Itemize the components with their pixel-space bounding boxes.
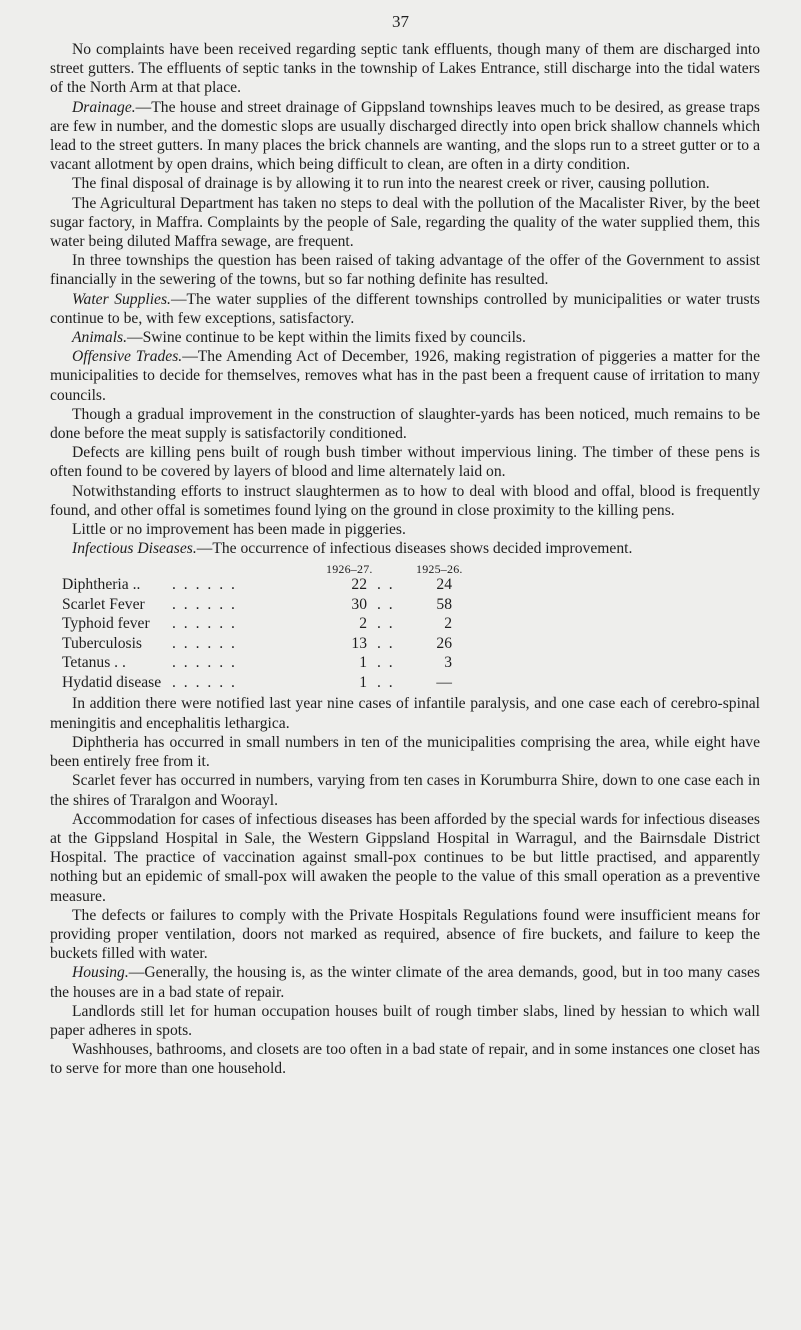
paragraph	[50, 443, 760, 481]
paragraph	[50, 539, 760, 558]
leader-dots: . . . . . .	[172, 654, 237, 672]
paragraph-text: Accommodation for cases of infectious diseases has been afforded by the special wards for infectious diseases at the Gippsland Hospital in Sale, the Western Gippsland Hospital in Warragul, and the Bairnsdale District Hospital. The practice of vaccination against small-pox continues to be but little practised, and apparently nothing but an epidemic of small-pox will awaken the people to the value of this small operation as a preventive measure.	[50, 810, 760, 905]
leader-dots: . .	[377, 576, 395, 594]
paragraph	[50, 290, 760, 328]
paragraph	[50, 771, 760, 809]
paragraph-text: In addition there were notified last year nine cases of infantile paralysis, and one case each of cerebro-spinal meningitis and encephalitis lethargica.	[50, 695, 760, 732]
leader-dots: . . . . . .	[172, 634, 237, 652]
paragraph-text: —Generally, the housing is, as the winter climate of the area demands, good, but in too many cases the houses are in a bad state of repair.	[50, 964, 760, 1001]
leader-dots: . .	[377, 595, 395, 613]
section-heading: Water Supplies.	[72, 290, 171, 308]
leader-dots: . .	[377, 673, 395, 691]
paragraph-text: No complaints have been received regarding septic tank effluents, though many of them are discharged into street gutters. The effluents of septic tanks in the township of Lakes Entrance, still discharge into the tidal waters of the North Arm at that place.	[50, 41, 760, 97]
value-1925-26: 3	[444, 654, 452, 672]
leader-dots: . . . . . .	[172, 576, 237, 594]
table-row	[62, 653, 652, 672]
section-heading: Infectious Diseases.	[72, 540, 197, 558]
disease-name: Tuberculosis	[62, 634, 143, 652]
value-1926-27: 2	[359, 615, 367, 633]
table-row	[62, 614, 652, 633]
disease-name: Scarlet Fever	[62, 595, 145, 613]
paragraph	[50, 694, 760, 732]
column-header-1925-26: 1925–26.	[416, 562, 463, 577]
paragraph	[50, 482, 760, 520]
paragraph	[50, 963, 760, 1001]
section-heading: Offensive Trades.	[72, 348, 183, 366]
section-heading: Animals.	[72, 329, 128, 347]
value-1925-26: —	[436, 673, 452, 691]
paragraph-text: —The Amending Act of December, 1926, making registration of piggeries a matter for the municipalities to decide for themselves, removes what has in the past been a frequent cause of irritation to many councils.	[50, 348, 761, 404]
paragraph	[50, 328, 760, 347]
paragraph	[50, 194, 760, 252]
paragraph-text: Little or no improvement has been made in piggeries.	[72, 521, 406, 539]
paragraph	[50, 40, 760, 98]
paragraph	[50, 520, 760, 539]
leader-dots: . .	[377, 654, 395, 672]
value-1925-26: 58	[436, 595, 452, 613]
value-1926-27: 1	[359, 673, 367, 691]
paragraph-text: The defects or failures to comply with the Private Hospitals Regulations found were insufficient means for providing proper ventilation, doors not marked as required, absence of fire buckets, and failure to keep the buckets filled with water.	[50, 906, 760, 963]
value-1926-27: 1	[359, 654, 367, 672]
paragraph-text: Notwithstanding efforts to instruct slaughtermen as to how to deal with blood and offal, blood is frequently found, and other offal is sometimes found lying on the ground in close proximity to the killing pens.	[50, 482, 760, 519]
column-header-1926-27: 1926–27.	[326, 562, 373, 577]
paragraph	[50, 405, 760, 443]
paragraph-text: Landlords still let for human occupation houses built of rough timber slabs, lined by hessian to which wall paper adheres in spots.	[50, 1002, 760, 1039]
paragraph	[50, 347, 760, 405]
table-row	[62, 575, 652, 594]
top-paragraphs	[50, 40, 760, 558]
paragraph-text: Washhouses, bathrooms, and closets are too often in a bad state of repair, and in some instances one closet has to serve for more than one household.	[50, 1041, 760, 1078]
disease-name: Diphtheria ..	[62, 576, 141, 594]
page-number: 37	[392, 12, 409, 31]
paragraph	[50, 174, 760, 193]
paragraph-text: —The occurrence of infectious diseases shows decided improvement.	[196, 540, 633, 558]
value-1926-27: 13	[351, 634, 367, 652]
paragraph	[50, 733, 760, 771]
disease-name: Tetanus . .	[62, 654, 126, 672]
table-row	[62, 673, 652, 692]
value-1925-26: 24	[436, 576, 452, 594]
paragraph	[50, 98, 760, 175]
value-1926-27: 22	[351, 576, 367, 594]
disease-table	[50, 560, 760, 694]
leader-dots: . . . . . .	[172, 615, 237, 633]
disease-name: Hydatid disease	[62, 673, 162, 691]
paragraph	[50, 906, 760, 964]
section-heading: Housing.	[72, 964, 129, 982]
leader-dots: . . . . . .	[172, 595, 237, 613]
paragraph	[50, 810, 760, 906]
paragraph-text: Though a gradual improvement in the construction of slaughter-yards has been noticed, much remains to be done before the meat supply is satisfactorily conditioned.	[50, 405, 760, 443]
leader-dots: . .	[377, 634, 395, 652]
paragraph-text: Diphtheria has occurred in small numbers in ten of the municipalities comprising the area, while eight have been entirely free from it.	[50, 733, 760, 771]
table-row	[62, 595, 652, 614]
paragraph-text: Scarlet fever has occurred in numbers, varying from ten cases in Korumburra Shire, down to one case each in the shires of Traralgon and Woorayl.	[50, 772, 760, 809]
bottom-paragraphs	[50, 694, 760, 1078]
leader-dots: . . . . . .	[172, 673, 237, 691]
paragraph-text: The Agricultural Department has taken no steps to deal with the pollution of the Macalister River, by the beet sugar factory, in Maffra. Complaints by the people of Sale, regarding the quality of the water supplied them, this water being diluted Maffra sewage, are frequent.	[50, 194, 760, 251]
paragraph-text: —The water supplies of the different townships controlled by municipalities or water trusts continue to be, with few exceptions, satisfactory.	[50, 290, 760, 327]
paragraph	[50, 1002, 760, 1040]
paragraph-text: —Swine continue to be kept within the limits fixed by councils.	[127, 329, 526, 347]
value-1926-27: 30	[351, 595, 367, 613]
paragraph-text: The final disposal of drainage is by allowing it to run into the nearest creek or river, causing pollution.	[72, 175, 710, 193]
paragraph	[50, 1040, 760, 1078]
paragraph	[50, 251, 760, 289]
section-heading: Drainage.	[72, 98, 136, 116]
body-text	[50, 40, 760, 1079]
value-1925-26: 26	[436, 634, 452, 652]
disease-name: Typhoid fever	[62, 615, 150, 633]
paragraph-text: Defects are killing pens built of rough bush timber without impervious lining. The timber of these pens is often found to be covered by layers of blood and lime alternately laid on.	[50, 444, 760, 481]
paragraph-text: —The house and street drainage of Gippsland townships leaves much to be desired, as grease traps are few in number, and the domestic slops are usually discharged directly into open brick shallow channels which lead to the street gutters. In many places the brick channels are wanting, and the slops run to a street gutter or to a vacant allotment by open drains, which being difficult to clean, are often in a dirty condition.	[50, 98, 760, 174]
value-1925-26: 2	[444, 615, 452, 633]
paragraph-text: In three townships the question has been raised of taking advantage of the offer of the Government to assist financially in the sewering of the towns, but so far nothing definite has resulted.	[50, 252, 760, 289]
table-row	[62, 634, 652, 653]
leader-dots: . .	[377, 615, 395, 633]
